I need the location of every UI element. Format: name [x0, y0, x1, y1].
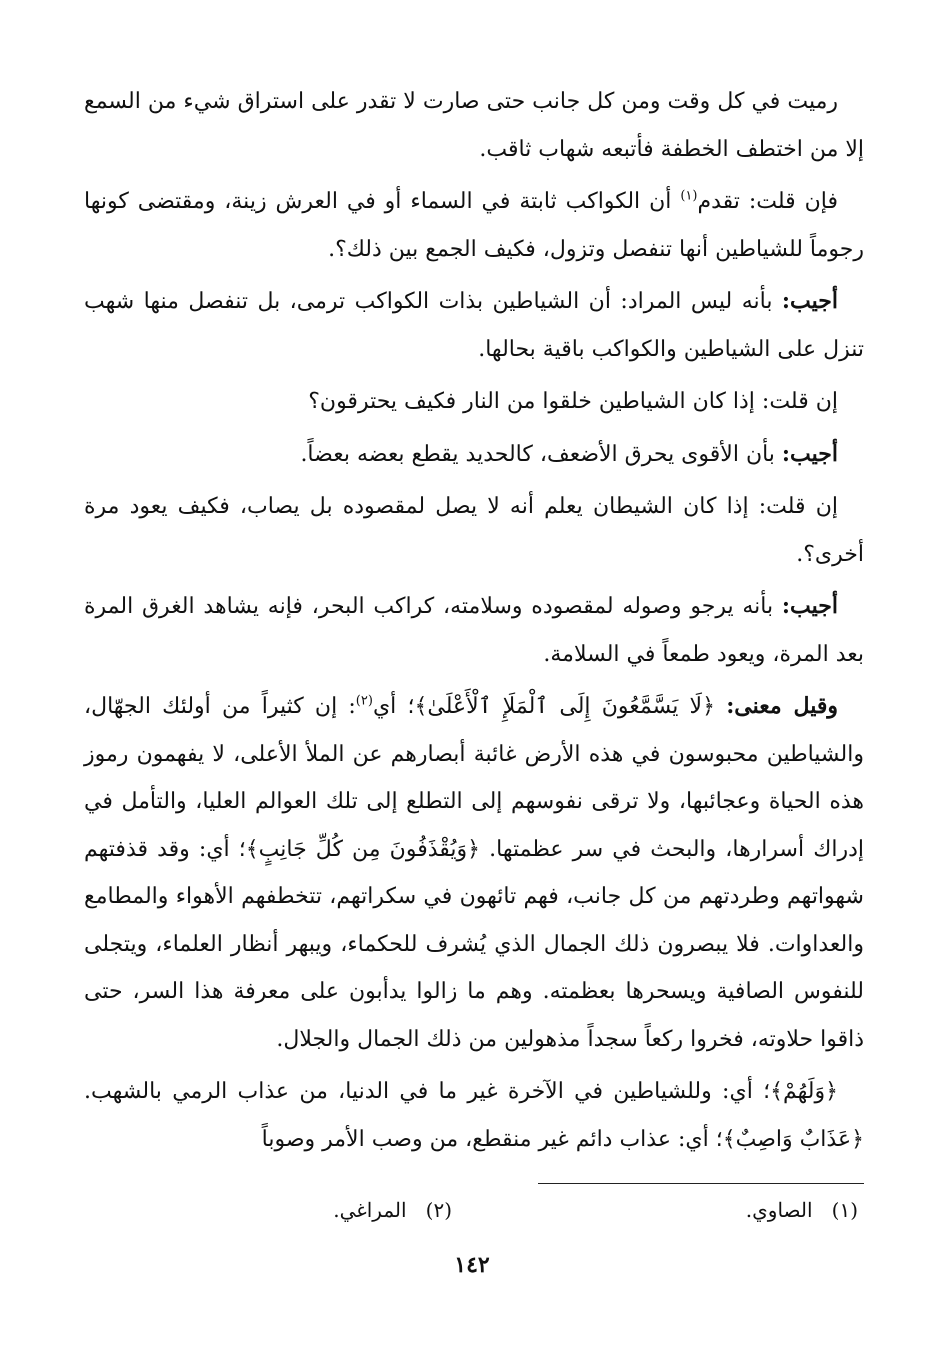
footnotes [84, 1198, 864, 1230]
paragraph-text: : إن كثيراً من أولئك الجهّال، والشياطين محبوسون في هذه الأرض غائبة أبصارهم عن الملأ الأعلى، لا يفهمون رموز هذه الحياة وعجائبها، ولا ترقى نفوسهم إلى التطلع إلى تلك العوالم العليا، والتأمل في إدراك أسرارها، والبحث في سر عظمتها. ﴿وَيُقْذَفُونَ مِن كُلِّ جَانِبٍ﴾؛ أي: وقد قذفتهم شهواتهم وطردتهم من كل جانب، فهم تائهون في سكراتهم، تتخطفهم الأهواء والمطامع والعداوات. فلا يبصرون ذلك الجمال الذي يُشرف للحكماء، ويبهر أنظار العلماء، ويتجلى للنفوس الصافية ويسحرها بعظمته. وهم ما زالوا يدأبون على معرفة هذا السر، حتى ذاقوا حلاوته، فخروا ركعاً سجداً مذهولين من ذلك الجمال والجلال. [84, 694, 864, 1052]
paragraph-text: فإن قلت: تقدم [697, 189, 838, 214]
paragraph-text: بأنه ليس المراد: أن الشياطين بذات الكواكب ترمى، بل تنفصل منها شهب تنزل على الشياطين والكواكب باقية بحالها. [84, 289, 864, 362]
footnote-2-text: المراغي. [333, 1198, 407, 1222]
paragraph-text: بأنه يرجو وصوله لمقصوده وسلامته، كراكب البحر، فإنه يشاهد الغرق المرة بعد المرة، ويعود طمعاً في السلامة. [84, 594, 864, 667]
main-text [84, 78, 864, 1168]
paragraph [84, 583, 864, 678]
paragraph-text: بأن الأقوى يحرق الأضعف، كالحديد يقطع بعضه بعضاً. [300, 441, 782, 467]
page-number: ١٤٢ [454, 1252, 490, 1278]
footnote-1 [746, 1198, 858, 1222]
footnote-ref: (٢) [355, 693, 373, 709]
paragraph [84, 278, 864, 373]
paragraph-lead: أجيب: [781, 440, 838, 467]
paragraph-lead: أجيب: [781, 288, 838, 314]
paragraph-text: إن قلت: إذا كان الشيطان يعلم أنه لا يصل لمقصوده بل يصاب، فكيف يعود مرة أخرى؟. [84, 494, 864, 567]
footnote-2 [333, 1198, 452, 1222]
paragraph [84, 483, 864, 578]
paragraph [84, 431, 864, 479]
paragraph [84, 78, 864, 173]
paragraph-text: ﴿لَا يَسَّمَّعُونَ إِلَى ٱلْمَلَإِ ٱلْأَعْلَىٰ﴾؛ أي [372, 694, 727, 719]
footnote-2-label: (٢) [425, 1198, 452, 1222]
paragraph-lead: وقيل معنى: [726, 693, 838, 719]
paragraph-text: ﴿وَلَهُمْ﴾؛ أي: وللشياطين في الآخرة غير ما في الدنيا، من عذاب الرمي بالشهب. ﴿عَذَابٌ وَاصِبٌ﴾؛ أي: عذاب دائم غير منقطع، من وصب الأمر وصوباً [84, 1079, 864, 1152]
paragraph-text: أن الكواكب ثابتة في السماء أو في العرش زينة، ومقتضى كونها رجوماً للشياطين أنها تنفصل وتزول، فكيف الجمع بين ذلك؟. [84, 189, 864, 262]
paragraph-lead: أجيب: [781, 593, 838, 619]
paragraph [84, 683, 864, 1063]
paragraph [84, 378, 864, 426]
paragraph-text: إن قلت: إذا كان الشياطين خلقوا من النار فكيف يحترقون؟ [308, 389, 838, 414]
paragraph [84, 1068, 864, 1163]
footnote-1-label: (١) [831, 1198, 858, 1222]
footnote-ref: (١) [680, 188, 698, 204]
paragraph [84, 178, 864, 273]
footnote-1-text: الصاوي. [745, 1198, 813, 1222]
footnote-divider [538, 1183, 864, 1184]
paragraph-text: رميت في كل وقت ومن كل جانب حتى صارت لا تقدر على استراق شيء من السمع إلا من اختطف الخطفة فأتبعه شهاب ثاقب. [84, 89, 864, 162]
